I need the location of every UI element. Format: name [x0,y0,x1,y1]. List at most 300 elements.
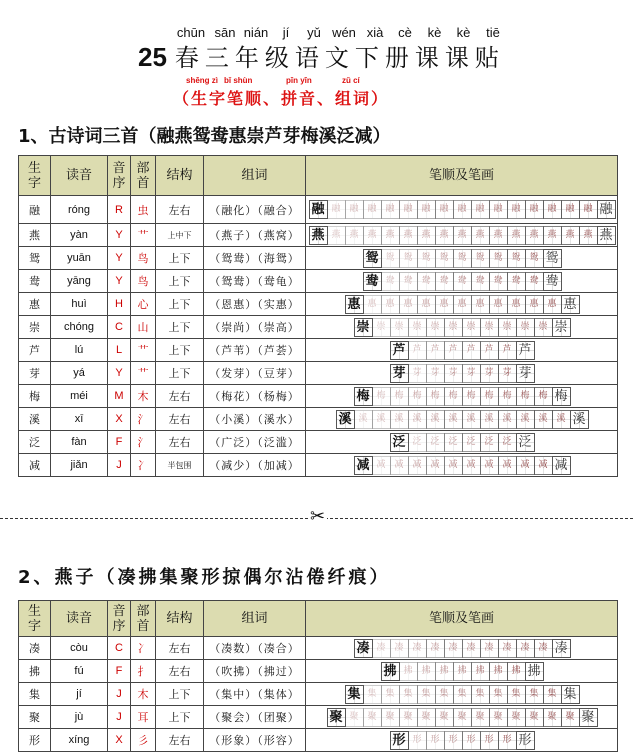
stroke-step-box: 集 [507,685,526,704]
col-header-seq: 音序 [108,601,131,637]
seq-cell: C [108,637,131,660]
stroke-step-box: 溪 [390,410,409,429]
stroke-step-box: 溪 [570,410,589,429]
structure-cell: 左右 [156,637,204,660]
stroke-step-box: 集 [363,685,382,704]
stroke-step-box: 融 [435,200,454,219]
stroke-step-box: 燕 [399,226,418,245]
words-cell: （梅花）（杨梅） [204,385,306,408]
stroke-step-box: 集 [435,685,454,704]
words-cell: （聚会）（团聚） [204,706,306,729]
stroke-step-box: 燕 [525,226,544,245]
table-header-row [19,601,618,637]
stroke-step-box: 燕 [471,226,490,245]
radical-cell: 鸟 [131,270,156,293]
stroke-step-box: 凑 [516,639,535,658]
char-cell: 溪 [19,408,51,431]
radical-cell: 冫 [131,637,156,660]
stroke-step-box: 集 [399,685,418,704]
char-cell: 泛 [19,431,51,454]
stroke-step-box: 梅 [372,387,391,406]
structure-cell: 上下 [156,316,204,339]
stroke-step-box: 聚 [471,708,490,727]
table-row [19,408,618,431]
stroke-step-box: 融 [507,200,526,219]
stroke-step-box: 崇 [552,318,571,337]
stroke-step-box: 芽 [480,364,499,383]
seq-cell: F [108,660,131,683]
table-row [19,293,618,316]
stroke-step-box: 芦 [498,341,517,360]
stroke-step-box: 集 [525,685,544,704]
col-header-seq: 音序 [108,156,131,196]
stroke-step-box: 融 [543,200,562,219]
stroke-step-box: 鸳 [435,249,454,268]
stroke-step-box: 梅 [480,387,499,406]
character-table-1 [18,155,618,477]
structure-cell: 上中下 [156,224,204,247]
char-cell: 惠 [19,293,51,316]
pinyin-syllable: xià [366,25,384,40]
stroke-step-box: 聚 [489,708,508,727]
stroke-step-box: 鸯 [525,272,544,291]
table-body [19,196,618,477]
char-cell: 鸳 [19,247,51,270]
structure-cell: 上下 [156,706,204,729]
stroke-step-box: 融 [471,200,490,219]
stroke-char-box: 鸯 [363,272,382,291]
stroke-step-box: 燕 [381,226,400,245]
pinyin-syllable: pīn yīn [286,76,312,85]
pinyin-syllable: sān [214,25,236,40]
stroke-step-box: 减 [552,456,571,475]
char-cell: 梅 [19,385,51,408]
stroke-step-box: 燕 [489,226,508,245]
stroke-step-box: 减 [534,456,553,475]
pinyin-syllable: shēng zì [186,76,219,85]
stroke-step-box: 集 [381,685,400,704]
stroke-order-cell [306,729,618,752]
stroke-step-box: 燕 [417,226,436,245]
pinyin-syllable: nián [243,25,269,40]
stroke-step-box: 泛 [408,433,427,452]
pinyin-syllable: chūn [176,25,206,40]
stroke-order-cell [306,637,618,660]
table-row [19,431,618,454]
structure-cell: 左右 [156,408,204,431]
stroke-step-box: 融 [399,200,418,219]
seq-cell: X [108,729,131,752]
words-cell: （广泛）（泛滥） [204,431,306,454]
char-cell: 燕 [19,224,51,247]
stroke-char-box: 拂 [381,662,400,681]
stroke-step-box: 梅 [408,387,427,406]
radical-cell: 扌 [131,660,156,683]
pinyin-cell: yàn [51,224,108,247]
stroke-step-box: 鸳 [453,249,472,268]
stroke-step-box: 鸳 [417,249,436,268]
stroke-step-box: 减 [426,456,445,475]
stroke-step-box: 鸯 [453,272,472,291]
stroke-step-box: 燕 [363,226,382,245]
pinyin-cell: méi [51,385,108,408]
stroke-step-box: 拂 [435,662,454,681]
seq-cell: F [108,431,131,454]
stroke-step-box: 凑 [462,639,481,658]
seq-cell: J [108,706,131,729]
stroke-order-cell [306,683,618,706]
stroke-step-box: 减 [480,456,499,475]
stroke-char-box: 溪 [336,410,355,429]
structure-cell: 上下 [156,247,204,270]
stroke-char-box: 形 [390,731,409,750]
stroke-step-box: 芽 [498,364,517,383]
stroke-step-box: 聚 [345,708,364,727]
stroke-step-box: 鸯 [399,272,418,291]
char-cell: 芽 [19,362,51,385]
stroke-step-box: 凑 [372,639,391,658]
stroke-step-box: 聚 [381,708,400,727]
stroke-step-box: 芦 [516,341,535,360]
stroke-step-box: 聚 [453,708,472,727]
stroke-step-box: 泛 [498,433,517,452]
stroke-step-box: 溪 [372,410,391,429]
stroke-step-box: 芦 [408,341,427,360]
stroke-step-box: 梅 [516,387,535,406]
seq-cell: J [108,454,131,477]
col-header-char: 生字 [19,156,51,196]
char-cell: 鸯 [19,270,51,293]
stroke-step-box: 鸳 [471,249,490,268]
stroke-step-box: 梅 [462,387,481,406]
stroke-order-cell [306,408,618,431]
pinyin-cell: róng [51,196,108,224]
stroke-order-cell [306,247,618,270]
stroke-step-box: 聚 [435,708,454,727]
stroke-step-box: 梅 [552,387,571,406]
stroke-char-box: 燕 [309,226,328,245]
stroke-char-box: 融 [309,200,328,219]
words-cell: （崇尚）（崇高） [204,316,306,339]
stroke-step-box: 融 [345,200,364,219]
stroke-step-box: 聚 [561,708,580,727]
stroke-step-box: 拂 [399,662,418,681]
stroke-step-box: 惠 [543,295,562,314]
char-cell: 聚 [19,706,51,729]
stroke-step-box: 减 [372,456,391,475]
radical-cell: 鸟 [131,247,156,270]
stroke-step-box: 融 [579,200,598,219]
structure-cell: 上下 [156,293,204,316]
stroke-step-box: 泛 [462,433,481,452]
subtitle: （生字笔顺、拼音、组词） [173,89,390,108]
stroke-char-box: 芦 [390,341,409,360]
stroke-step-box: 燕 [579,226,598,245]
stroke-step-box: 燕 [507,226,526,245]
structure-cell: 左右 [156,196,204,224]
pinyin-syllable: zǔ cí [342,76,360,85]
stroke-step-box: 燕 [327,226,346,245]
stroke-step-box: 拂 [489,662,508,681]
stroke-step-box: 聚 [399,708,418,727]
stroke-step-box: 融 [327,200,346,219]
stroke-step-box: 聚 [417,708,436,727]
radical-cell: 虫 [131,196,156,224]
stroke-step-box: 减 [516,456,535,475]
stroke-step-box: 形 [516,731,535,750]
table-row [19,247,618,270]
stroke-order-cell [306,293,618,316]
stroke-step-box: 崇 [390,318,409,337]
stroke-step-box: 燕 [597,226,616,245]
table-row [19,224,618,247]
stroke-step-box: 燕 [543,226,562,245]
col-header-pinyin: 读音 [51,601,108,637]
stroke-order-cell [306,270,618,293]
seq-cell: Y [108,362,131,385]
seq-cell: H [108,293,131,316]
radical-cell: 艹 [131,224,156,247]
seq-cell: J [108,683,131,706]
pinyin-cell: xī [51,408,108,431]
stroke-step-box: 惠 [435,295,454,314]
pinyin-syllable: yǔ [307,25,321,40]
structure-cell: 半包围 [156,454,204,477]
col-header-strokes: 笔顺及笔画 [306,156,618,196]
stroke-step-box: 泛 [480,433,499,452]
table-row [19,683,618,706]
stroke-step-box: 形 [480,731,499,750]
stroke-step-box: 鸯 [543,272,562,291]
char-cell: 减 [19,454,51,477]
stroke-char-box: 泛 [390,433,409,452]
table-row [19,316,618,339]
char-cell: 崇 [19,316,51,339]
stroke-step-box: 惠 [507,295,526,314]
section-title-1: 1、古诗词三首（融燕鸳鸯惠崇芦芽梅溪泛减） [18,126,391,147]
stroke-step-box: 融 [561,200,580,219]
stroke-step-box: 聚 [507,708,526,727]
stroke-step-box: 鸳 [381,249,400,268]
stroke-step-box: 减 [498,456,517,475]
radical-cell: 氵 [131,431,156,454]
col-header-radical: 部首 [131,156,156,196]
stroke-step-box: 融 [381,200,400,219]
col-header-structure: 结构 [156,156,204,196]
stroke-step-box: 崇 [516,318,535,337]
col-header-pinyin: 读音 [51,156,108,196]
pinyin-syllable: wén [332,25,356,40]
stroke-step-box: 凑 [552,639,571,658]
table-row [19,339,618,362]
stroke-step-box: 形 [408,731,427,750]
pinyin-cell: jù [51,706,108,729]
table-row [19,196,618,224]
structure-cell: 上下 [156,683,204,706]
structure-cell: 上下 [156,270,204,293]
stroke-char-box: 减 [354,456,373,475]
stroke-step-box: 崇 [372,318,391,337]
stroke-step-box: 融 [489,200,508,219]
stroke-step-box: 聚 [579,708,598,727]
char-cell: 融 [19,196,51,224]
stroke-step-box: 融 [453,200,472,219]
stroke-step-box: 集 [561,685,580,704]
char-cell: 集 [19,683,51,706]
stroke-step-box: 惠 [399,295,418,314]
stroke-step-box: 燕 [345,226,364,245]
stroke-step-box: 拂 [417,662,436,681]
stroke-step-box: 崇 [498,318,517,337]
table-row [19,660,618,683]
stroke-order-cell [306,196,618,224]
table-header-row [19,156,618,196]
pinyin-cell: yāng [51,270,108,293]
radical-cell: 山 [131,316,156,339]
col-header-strokes: 笔顺及笔画 [306,601,618,637]
structure-cell: 左右 [156,660,204,683]
pinyin-cell: jí [51,683,108,706]
title-number: 25 [138,42,167,72]
radical-cell: 艹 [131,362,156,385]
stroke-step-box: 溪 [534,410,553,429]
stroke-order-cell [306,431,618,454]
stroke-step-box: 惠 [489,295,508,314]
scissors-icon: ✂ [310,506,326,527]
stroke-step-box: 崇 [444,318,463,337]
stroke-step-box: 溪 [552,410,571,429]
structure-cell: 上下 [156,362,204,385]
stroke-step-box: 拂 [507,662,526,681]
stroke-step-box: 鸯 [489,272,508,291]
seq-cell: Y [108,247,131,270]
stroke-step-box: 融 [597,200,616,219]
stroke-step-box: 芽 [426,364,445,383]
stroke-order-cell [306,316,618,339]
table-row [19,637,618,660]
pinyin-cell: xíng [51,729,108,752]
stroke-step-box: 惠 [363,295,382,314]
words-cell: （形象）（形容） [204,729,306,752]
seq-cell: L [108,339,131,362]
character-table-2 [18,600,618,752]
words-cell: （燕子）（燕窝） [204,224,306,247]
stroke-step-box: 芦 [444,341,463,360]
pinyin-syllable: kè [427,25,442,40]
stroke-step-box: 崇 [462,318,481,337]
pinyin-cell: yá [51,362,108,385]
col-header-words: 组词 [204,601,306,637]
stroke-step-box: 形 [462,731,481,750]
stroke-step-box: 燕 [561,226,580,245]
stroke-step-box: 芽 [516,364,535,383]
pinyin-syllable: tiē [486,25,500,40]
seq-cell: M [108,385,131,408]
stroke-step-box: 溪 [498,410,517,429]
stroke-char-box: 鸳 [363,249,382,268]
stroke-step-box: 泛 [444,433,463,452]
stroke-step-box: 凑 [480,639,499,658]
stroke-step-box: 梅 [390,387,409,406]
stroke-step-box: 集 [543,685,562,704]
stroke-order-cell [306,362,618,385]
char-cell: 凑 [19,637,51,660]
stroke-step-box: 鸳 [525,249,544,268]
stroke-char-box: 芽 [390,364,409,383]
stroke-step-box: 拂 [525,662,544,681]
stroke-step-box: 聚 [543,708,562,727]
stroke-char-box: 崇 [354,318,373,337]
words-cell: （集中）（集体） [204,683,306,706]
stroke-step-box: 芦 [462,341,481,360]
table-row [19,706,618,729]
stroke-step-box: 凑 [408,639,427,658]
radical-cell: 心 [131,293,156,316]
words-cell: （小溪）（溪水） [204,408,306,431]
table-row [19,385,618,408]
structure-cell: 左右 [156,431,204,454]
stroke-step-box: 溪 [462,410,481,429]
stroke-step-box: 减 [444,456,463,475]
words-cell: （鸳鸯）（海鸳） [204,247,306,270]
stroke-char-box: 梅 [354,387,373,406]
stroke-step-box: 溪 [480,410,499,429]
stroke-step-box: 形 [426,731,445,750]
char-cell: 拂 [19,660,51,683]
pinyin-cell: jiǎn [51,454,108,477]
stroke-step-box: 鸯 [381,272,400,291]
stroke-step-box: 燕 [453,226,472,245]
stroke-step-box: 梅 [498,387,517,406]
stroke-step-box: 凑 [426,639,445,658]
stroke-order-cell [306,339,618,362]
table-body [19,637,618,752]
pinyin-syllable: kè [456,25,471,40]
stroke-step-box: 凑 [444,639,463,658]
stroke-step-box: 芽 [408,364,427,383]
stroke-step-box: 鸯 [435,272,454,291]
col-header-structure: 结构 [156,601,204,637]
stroke-step-box: 泛 [516,433,535,452]
stroke-step-box: 鸳 [543,249,562,268]
stroke-step-box: 芽 [462,364,481,383]
stroke-step-box: 泛 [426,433,445,452]
stroke-step-box: 梅 [444,387,463,406]
stroke-step-box: 融 [363,200,382,219]
words-cell: （鸳鸯）（鸯龟） [204,270,306,293]
stroke-step-box: 鸯 [417,272,436,291]
stroke-char-box: 凑 [354,639,373,658]
table-row [19,729,618,752]
section-title-2: 2、燕子（凑拂集聚形掠偶尔沾倦纤痕） [18,567,391,588]
seq-cell: Y [108,224,131,247]
stroke-step-box: 惠 [381,295,400,314]
stroke-step-box: 形 [498,731,517,750]
stroke-step-box: 芽 [444,364,463,383]
stroke-step-box: 凑 [390,639,409,658]
radical-cell: 木 [131,683,156,706]
stroke-step-box: 鸯 [471,272,490,291]
stroke-step-box: 崇 [426,318,445,337]
pinyin-syllable: cè [398,25,412,40]
stroke-step-box: 鸳 [507,249,526,268]
stroke-step-box: 鸳 [399,249,418,268]
stroke-step-box: 集 [489,685,508,704]
words-cell: （凑数）（凑合） [204,637,306,660]
radical-cell: 艹 [131,339,156,362]
pinyin-syllable: bǐ shùn [224,76,253,85]
stroke-step-box: 集 [453,685,472,704]
